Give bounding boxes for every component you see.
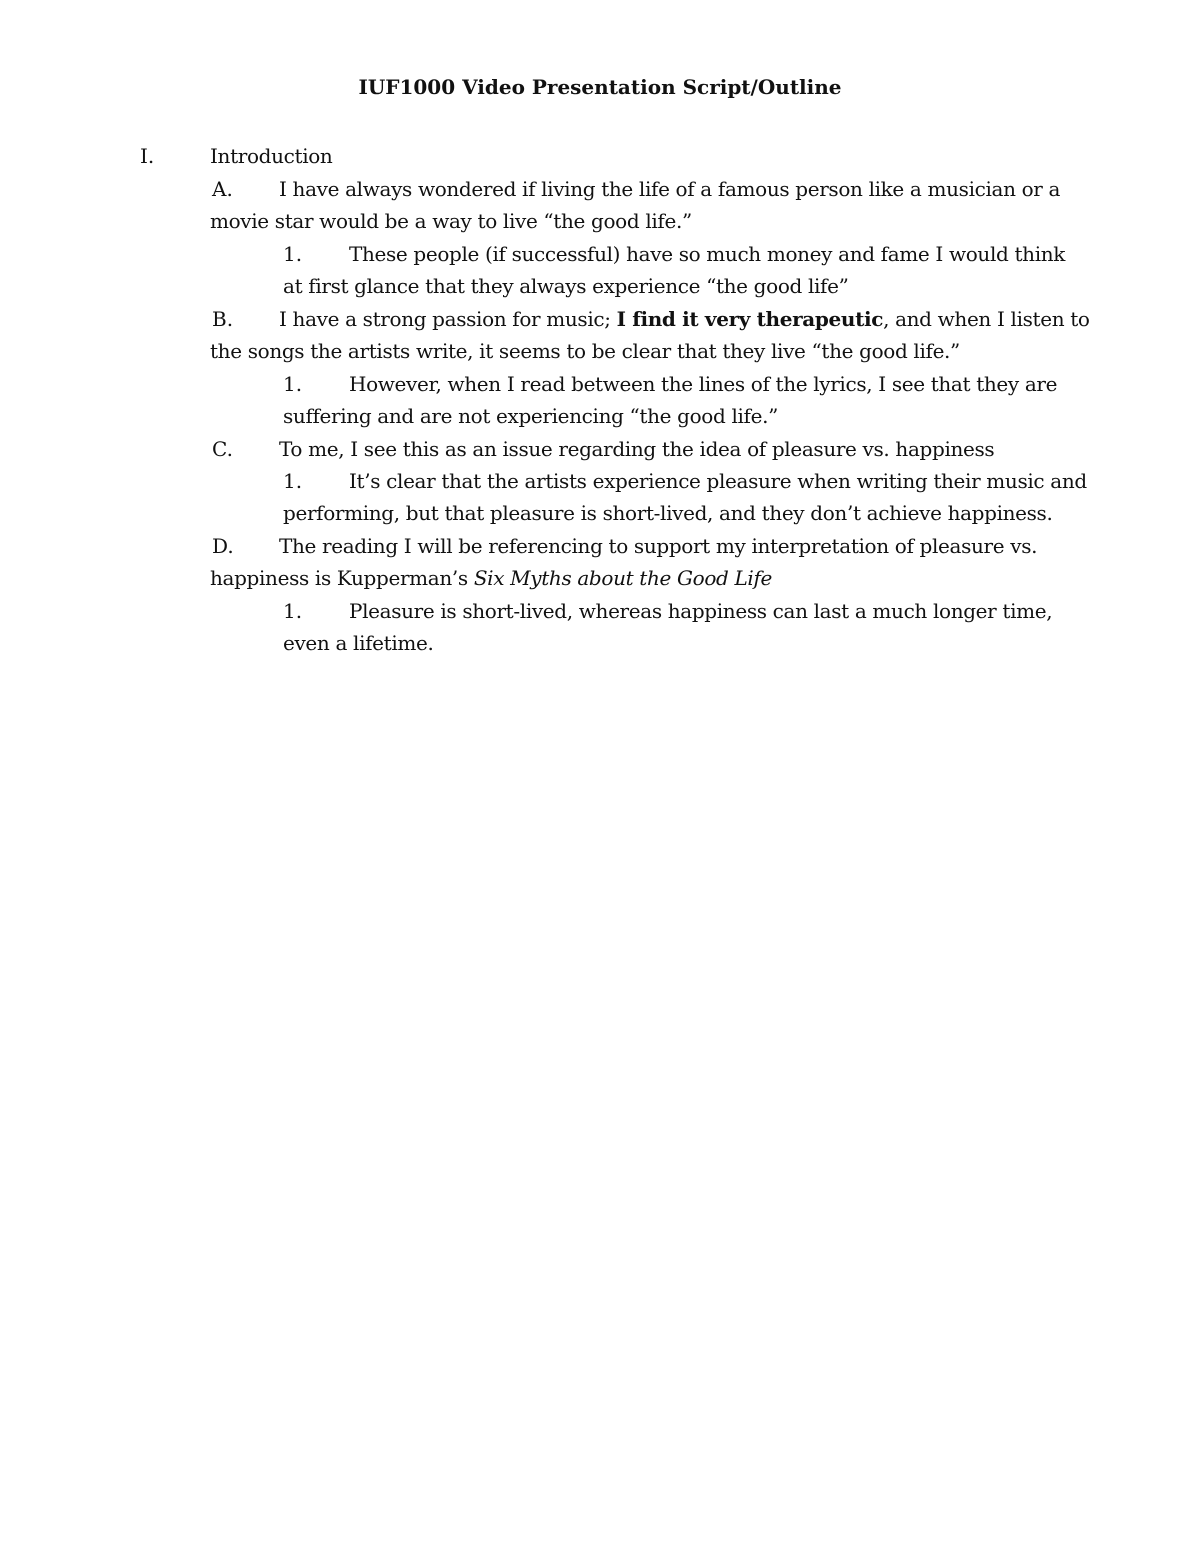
- item-c-sub-marker: 1.: [283, 469, 303, 493]
- item-a-line-2: movie star would be a way to live “the good life.”: [210, 209, 692, 233]
- item-b-line-1: [279, 306, 1090, 332]
- section-title: Introduction: [210, 144, 333, 168]
- item-d-reading-title: Six Myths about the Good Life: [473, 566, 773, 590]
- item-b-marker: B.: [212, 307, 234, 331]
- document-title: IUF1000 Video Presentation Script/Outline: [358, 75, 842, 99]
- item-d-sub-marker: 1.: [283, 599, 303, 623]
- item-b-line-1-after: , and when I listen to: [883, 307, 1090, 331]
- item-a-sub-line-2: at first glance that they always experience “the good life”: [283, 274, 849, 298]
- item-d-line-2-before: happiness is Kupperman’s: [210, 566, 474, 590]
- item-b-sub-line-1: However, when I read between the lines of the lyrics, I see that they are: [349, 372, 1058, 396]
- item-a-marker: A.: [212, 177, 233, 201]
- item-d-line-2: [210, 565, 772, 591]
- item-c-sub-line-1: It’s clear that the artists experience pleasure when writing their music and: [349, 469, 1087, 493]
- item-d-marker: D.: [212, 534, 234, 558]
- item-a-sub-marker: 1.: [283, 242, 303, 266]
- item-b-line-1-emphasis: I find it very therapeutic: [616, 307, 884, 331]
- item-d-sub-line-2: even a lifetime.: [283, 631, 434, 655]
- item-a-line-1: I have always wondered if living the life of a famous person like a musician or a: [279, 177, 1061, 201]
- item-b-line-1-before: I have a strong passion for music;: [279, 307, 617, 331]
- item-d-line-1: The reading I will be referencing to support my interpretation of pleasure vs.: [279, 534, 1038, 558]
- item-c-line-1: To me, I see this as an issue regarding the idea of pleasure vs. happiness: [279, 437, 995, 461]
- section-marker: I.: [140, 144, 155, 168]
- item-c-marker: C.: [212, 437, 233, 461]
- item-b-line-2: the songs the artists write, it seems to be clear that they live “the good life.”: [210, 339, 960, 363]
- item-b-sub-line-2: suffering and are not experiencing “the good life.”: [283, 404, 778, 428]
- item-b-sub-marker: 1.: [283, 372, 303, 396]
- item-d-sub-line-1: Pleasure is short-lived, whereas happiness can last a much longer time,: [349, 599, 1053, 623]
- item-c-sub-line-2: performing, but that pleasure is short-lived, and they don’t achieve happiness.: [283, 501, 1053, 525]
- item-a-sub-line-1: These people (if successful) have so much money and fame I would think: [349, 242, 1066, 266]
